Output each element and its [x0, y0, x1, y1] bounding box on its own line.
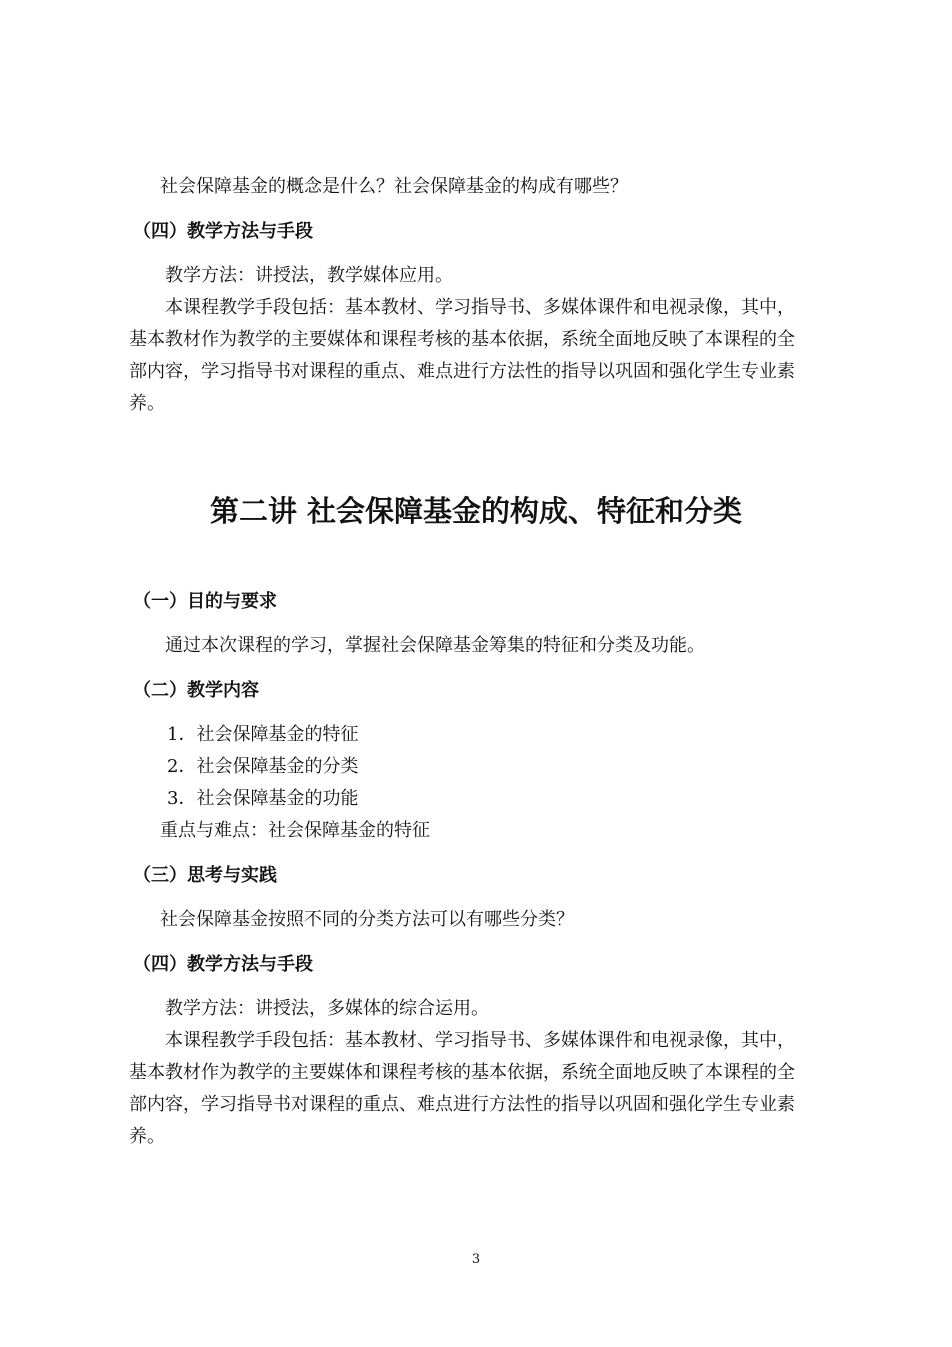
section-heading-methods-1: （四）教学方法与手段 — [133, 221, 313, 242]
paragraph-1-line-4: 养。 — [129, 393, 165, 414]
section-heading-content: （二）教学内容 — [133, 680, 259, 701]
content-item-2: 2．社会保障基金的分类 — [167, 756, 359, 777]
paragraph-2-line-1: 本课程教学手段包括：基本教材、学习指导书、多媒体课件和电视录像，其中， — [165, 1030, 795, 1051]
method-line-2: 教学方法：讲授法，多媒体的综合运用。 — [165, 998, 489, 1019]
section-heading-methods-2: （四）教学方法与手段 — [133, 954, 313, 975]
section-heading-goals: （一）目的与要求 — [133, 591, 277, 612]
content-item-1: 1．社会保障基金的特征 — [167, 724, 359, 745]
paragraph-2-line-2: 基本教材作为教学的主要媒体和课程考核的基本依据，系统全面地反映了本课程的全 — [129, 1062, 795, 1083]
paragraph-1-line-3: 部内容，学习指导书对课程的重点、难点进行方法性的指导以巩固和强化学生专业素 — [129, 361, 795, 382]
paragraph-1-line-1: 本课程教学手段包括：基本教材、学习指导书、多媒体课件和电视录像，其中， — [165, 297, 795, 318]
content-item-3: 3．社会保障基金的功能 — [167, 788, 359, 809]
paragraph-2-line-3: 部内容，学习指导书对课程的重点、难点进行方法性的指导以巩固和强化学生专业素 — [129, 1094, 795, 1115]
intro-question: 社会保障基金的概念是什么？社会保障基金的构成有哪些？ — [160, 176, 628, 197]
practice-text: 社会保障基金按照不同的分类方法可以有哪些分类？ — [160, 909, 574, 930]
method-line-1: 教学方法：讲授法，教学媒体应用。 — [165, 265, 453, 286]
paragraph-2-line-4: 养。 — [129, 1126, 165, 1147]
lecture-title: 第二讲 社会保障基金的构成、特征和分类 — [209, 494, 743, 528]
key-points: 重点与难点：社会保障基金的特征 — [160, 820, 430, 841]
page-number: 3 — [471, 1252, 481, 1267]
goal-text: 通过本次课程的学习，掌握社会保障基金筹集的特征和分类及功能。 — [165, 635, 705, 656]
paragraph-1-line-2: 基本教材作为教学的主要媒体和课程考核的基本依据，系统全面地反映了本课程的全 — [129, 329, 795, 350]
section-heading-practice: （三）思考与实践 — [133, 865, 277, 886]
